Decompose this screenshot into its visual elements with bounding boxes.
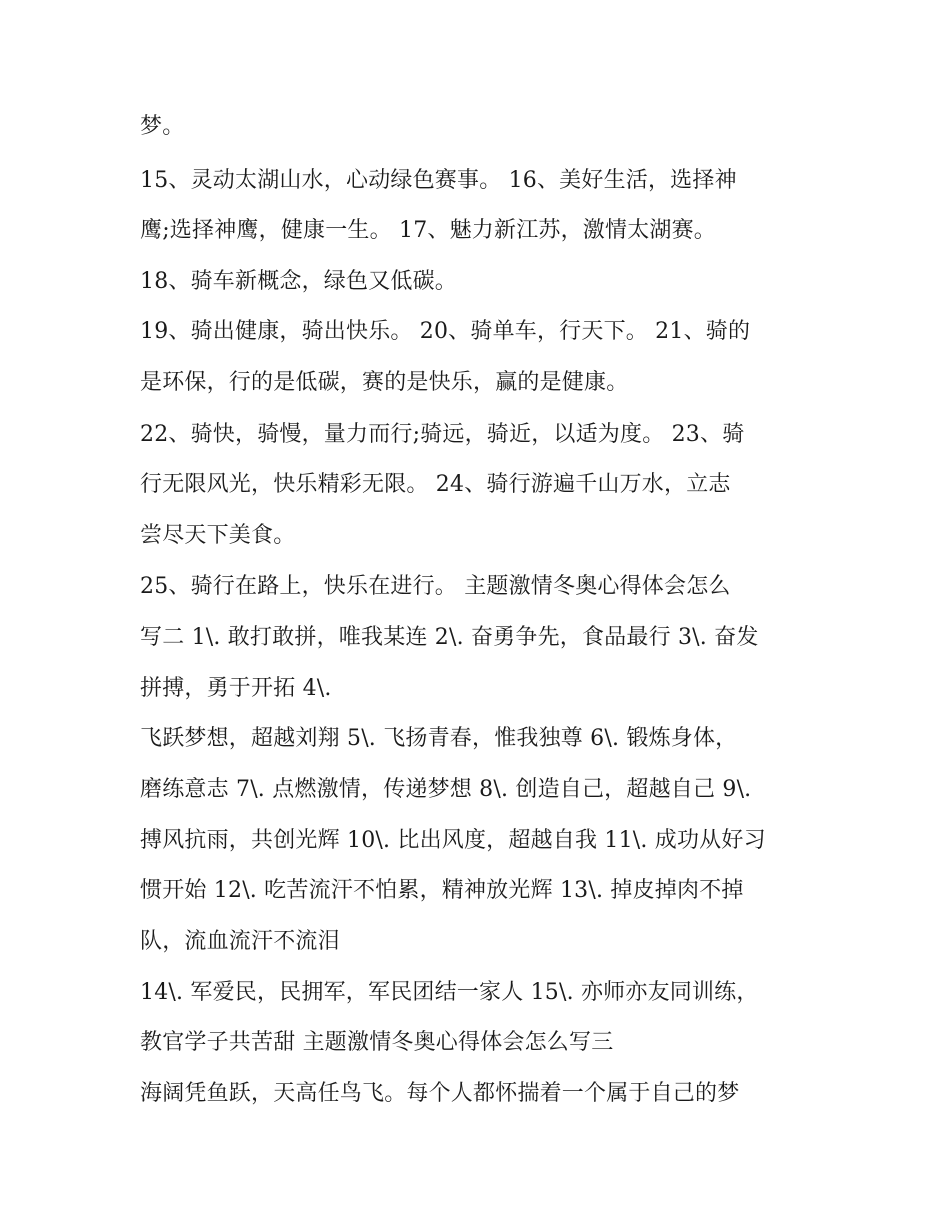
text-line: 队，流血流汗不流泪 xyxy=(140,929,340,954)
text-line: 行无限风光，快乐精彩无限。 24、骑行游遍千山万水，立志 xyxy=(140,472,731,497)
text-line: 19、骑出健康，骑出快乐。 20、骑单车，行天下。 21、骑的 xyxy=(140,319,751,344)
text-line: 18、骑车新概念，绿色又低碳。 xyxy=(140,269,457,294)
text-line: 尝尽天下美食。 xyxy=(140,523,296,548)
text-line: 写二 1\. 敢打敢拼，唯我某连 2\. 奋勇争先，食品最行 3\. 奋发 xyxy=(140,625,759,650)
text-line: 鹰;选择神鹰，健康一生。 17、魅力新江苏，激情太湖赛。 xyxy=(140,218,717,243)
text-line: 14\. 军爱民，民拥军，军民团结一家人 15\. 亦师亦友同训练， xyxy=(140,980,759,1005)
text-line: 搏风抗雨，共创光辉 10\. 比出风度，超越自我 11\. 成功从好习 xyxy=(140,828,766,853)
text-line: 教官学子共苦甜 主题激情冬奥心得体会怎么写三 xyxy=(140,1030,614,1055)
text-line: 惯开始 12\. 吃苦流汗不怕累，精神放光辉 13\. 掉皮掉肉不掉 xyxy=(140,878,744,903)
text-line: 海阔凭鱼跃，天高任鸟飞。每个人都怀揣着一个属于自己的梦 xyxy=(140,1081,740,1106)
text-line: 拼搏，勇于开拓 4\. xyxy=(140,676,332,701)
text-line: 梦。 xyxy=(140,114,185,139)
text-line: 磨练意志 7\. 点燃激情，传递梦想 8\. 创造自己，超越自己 9\. xyxy=(140,777,752,802)
text-line: 飞跃梦想，超越刘翔 5\. 飞扬青春，惟我独尊 6\. 锻炼身体， xyxy=(140,726,738,751)
text-line: 25、骑行在路上，快乐在进行。 主题激情冬奥心得体会怎么 xyxy=(140,574,731,599)
text-line: 15、灵动太湖山水，心动绿色赛事。 16、美好生活，选择神 xyxy=(140,168,737,193)
text-line: 是环保，行的是低碳，赛的是快乐，赢的是健康。 xyxy=(140,370,629,395)
text-line: 22、骑快，骑慢，量力而行;骑远，骑近，以适为度。 23、骑 xyxy=(140,422,745,447)
